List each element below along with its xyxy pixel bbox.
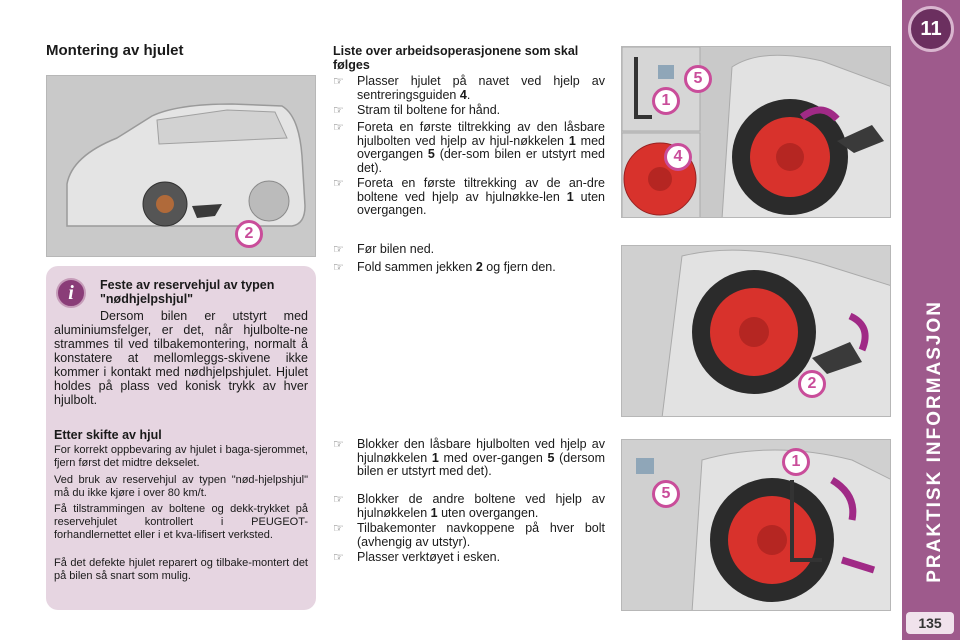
pointer-icon: ☞ (333, 492, 344, 506)
page-number: 135 (906, 612, 954, 634)
after-paragraph: Få tilstrammingen av boltene og dekk-trykket på reservehjulet kontrollert i PEUGEOT-forhandlernettet eller i et kva-lifisert verksted. (54, 503, 308, 541)
chapter-number: 11 (920, 18, 942, 40)
pointer-icon: ☞ (333, 74, 344, 88)
pointer-icon: ☞ (333, 260, 344, 274)
list-item: ☞ Fold sammen jekken 2 og fjern den. (333, 260, 556, 274)
pointer-icon: ☞ (333, 437, 344, 451)
after-paragraph: Få det defekte hjulet reparert og tilbake-montert det på bilen så snart som mulig. (54, 557, 308, 582)
section-vertical-title-text: PRAKTISK INFORMASJON (924, 300, 945, 583)
section-vertical-title (918, 300, 952, 620)
list-item: ☞ Blokker den låsbare hjulbolten ved hjelp av hjulnøkkelen 1 med over-gangen 5 (dersom bilen er utstyrt med det). (333, 437, 605, 478)
pointer-icon: ☞ (333, 521, 344, 535)
figure-label: 1 (652, 87, 680, 115)
car-drawing (47, 76, 316, 257)
pointer-icon: ☞ (333, 242, 344, 256)
info-box-text: Dersom bilen er utstyrt med aluminiumsfelger, er det, når hjulbolte-ne strammes til ved tilbakemontering, normalt å konstatere at mellomleggs-skivene ikke kommer i kontakt med nødhjelpshjulet. Hjulet holdes på plass ved konisk trykk av hver hjulbolt. (54, 309, 308, 407)
chapter-badge (908, 6, 954, 52)
pointer-icon: ☞ (333, 120, 344, 134)
info-icon: i (56, 278, 86, 308)
figure-label: 5 (652, 480, 680, 508)
list-item: ☞ Foreta en første tiltrekking av den låsbare hjulbolten ved hjelp av hjul-nøkkelen 1 med overgangen 5 (der-som bilen er utstyrt med det). (333, 120, 605, 175)
bolt-tightening-drawing (622, 440, 891, 611)
figure-label: 1 (782, 448, 810, 476)
pointer-icon: ☞ (333, 103, 344, 117)
procedure-title: Liste over arbeidsoperasjonene som skal følges (333, 44, 579, 72)
list-item: ☞ Tilbakemonter navkoppene på hver bolt (avhengig av utstyr). (333, 521, 605, 549)
after-paragraph: Ved bruk av reservehjul av typen "nød-hjelpshjul" må du ikke kjøre i over 80 km/t. (54, 474, 308, 499)
list-item: ☞ Foreta en første tiltrekking av de an-dre boltene ved hjelp av hjulnøkke-len 1 uten overgangen. (333, 176, 605, 217)
after-paragraph: For korrekt oppbevaring av hjulet i baga-sjerommet, fjern først det midtre dekselet. (54, 444, 308, 469)
pointer-icon: ☞ (333, 176, 344, 190)
figure-label: 4 (664, 143, 692, 171)
wheel-fitting-drawing (622, 47, 891, 218)
after-change-title: Etter skifte av hjul (54, 428, 162, 442)
jack-lowering-illustration (621, 245, 891, 417)
wheel-fitting-illustration (621, 46, 891, 218)
figure-label: 2 (235, 220, 263, 248)
list-item: ☞ Plasser verktøyet i esken. (333, 550, 501, 564)
figure-label: 2 (798, 370, 826, 398)
figure-label: 5 (684, 65, 712, 93)
info-box-title: Feste av reservehjul av typen "nødhjelpshjul" (100, 278, 275, 306)
pointer-icon: ☞ (333, 550, 344, 564)
list-item: ☞ Blokker de andre boltene ved hjelp av hjulnøkkelen 1 uten overgangen. (333, 492, 605, 520)
jack-lowering-drawing (622, 246, 891, 417)
list-item: ☞ Stram til boltene for hånd. (333, 103, 501, 117)
list-item: ☞ Plasser hjulet på navet ved hjelp av sentreringsguiden 4. (333, 74, 605, 102)
list-item: ☞ Før bilen ned. (333, 242, 435, 256)
car-jack-illustration (46, 75, 316, 257)
page-title: Montering av hjulet (46, 42, 184, 59)
bolt-tightening-illustration (621, 439, 891, 611)
